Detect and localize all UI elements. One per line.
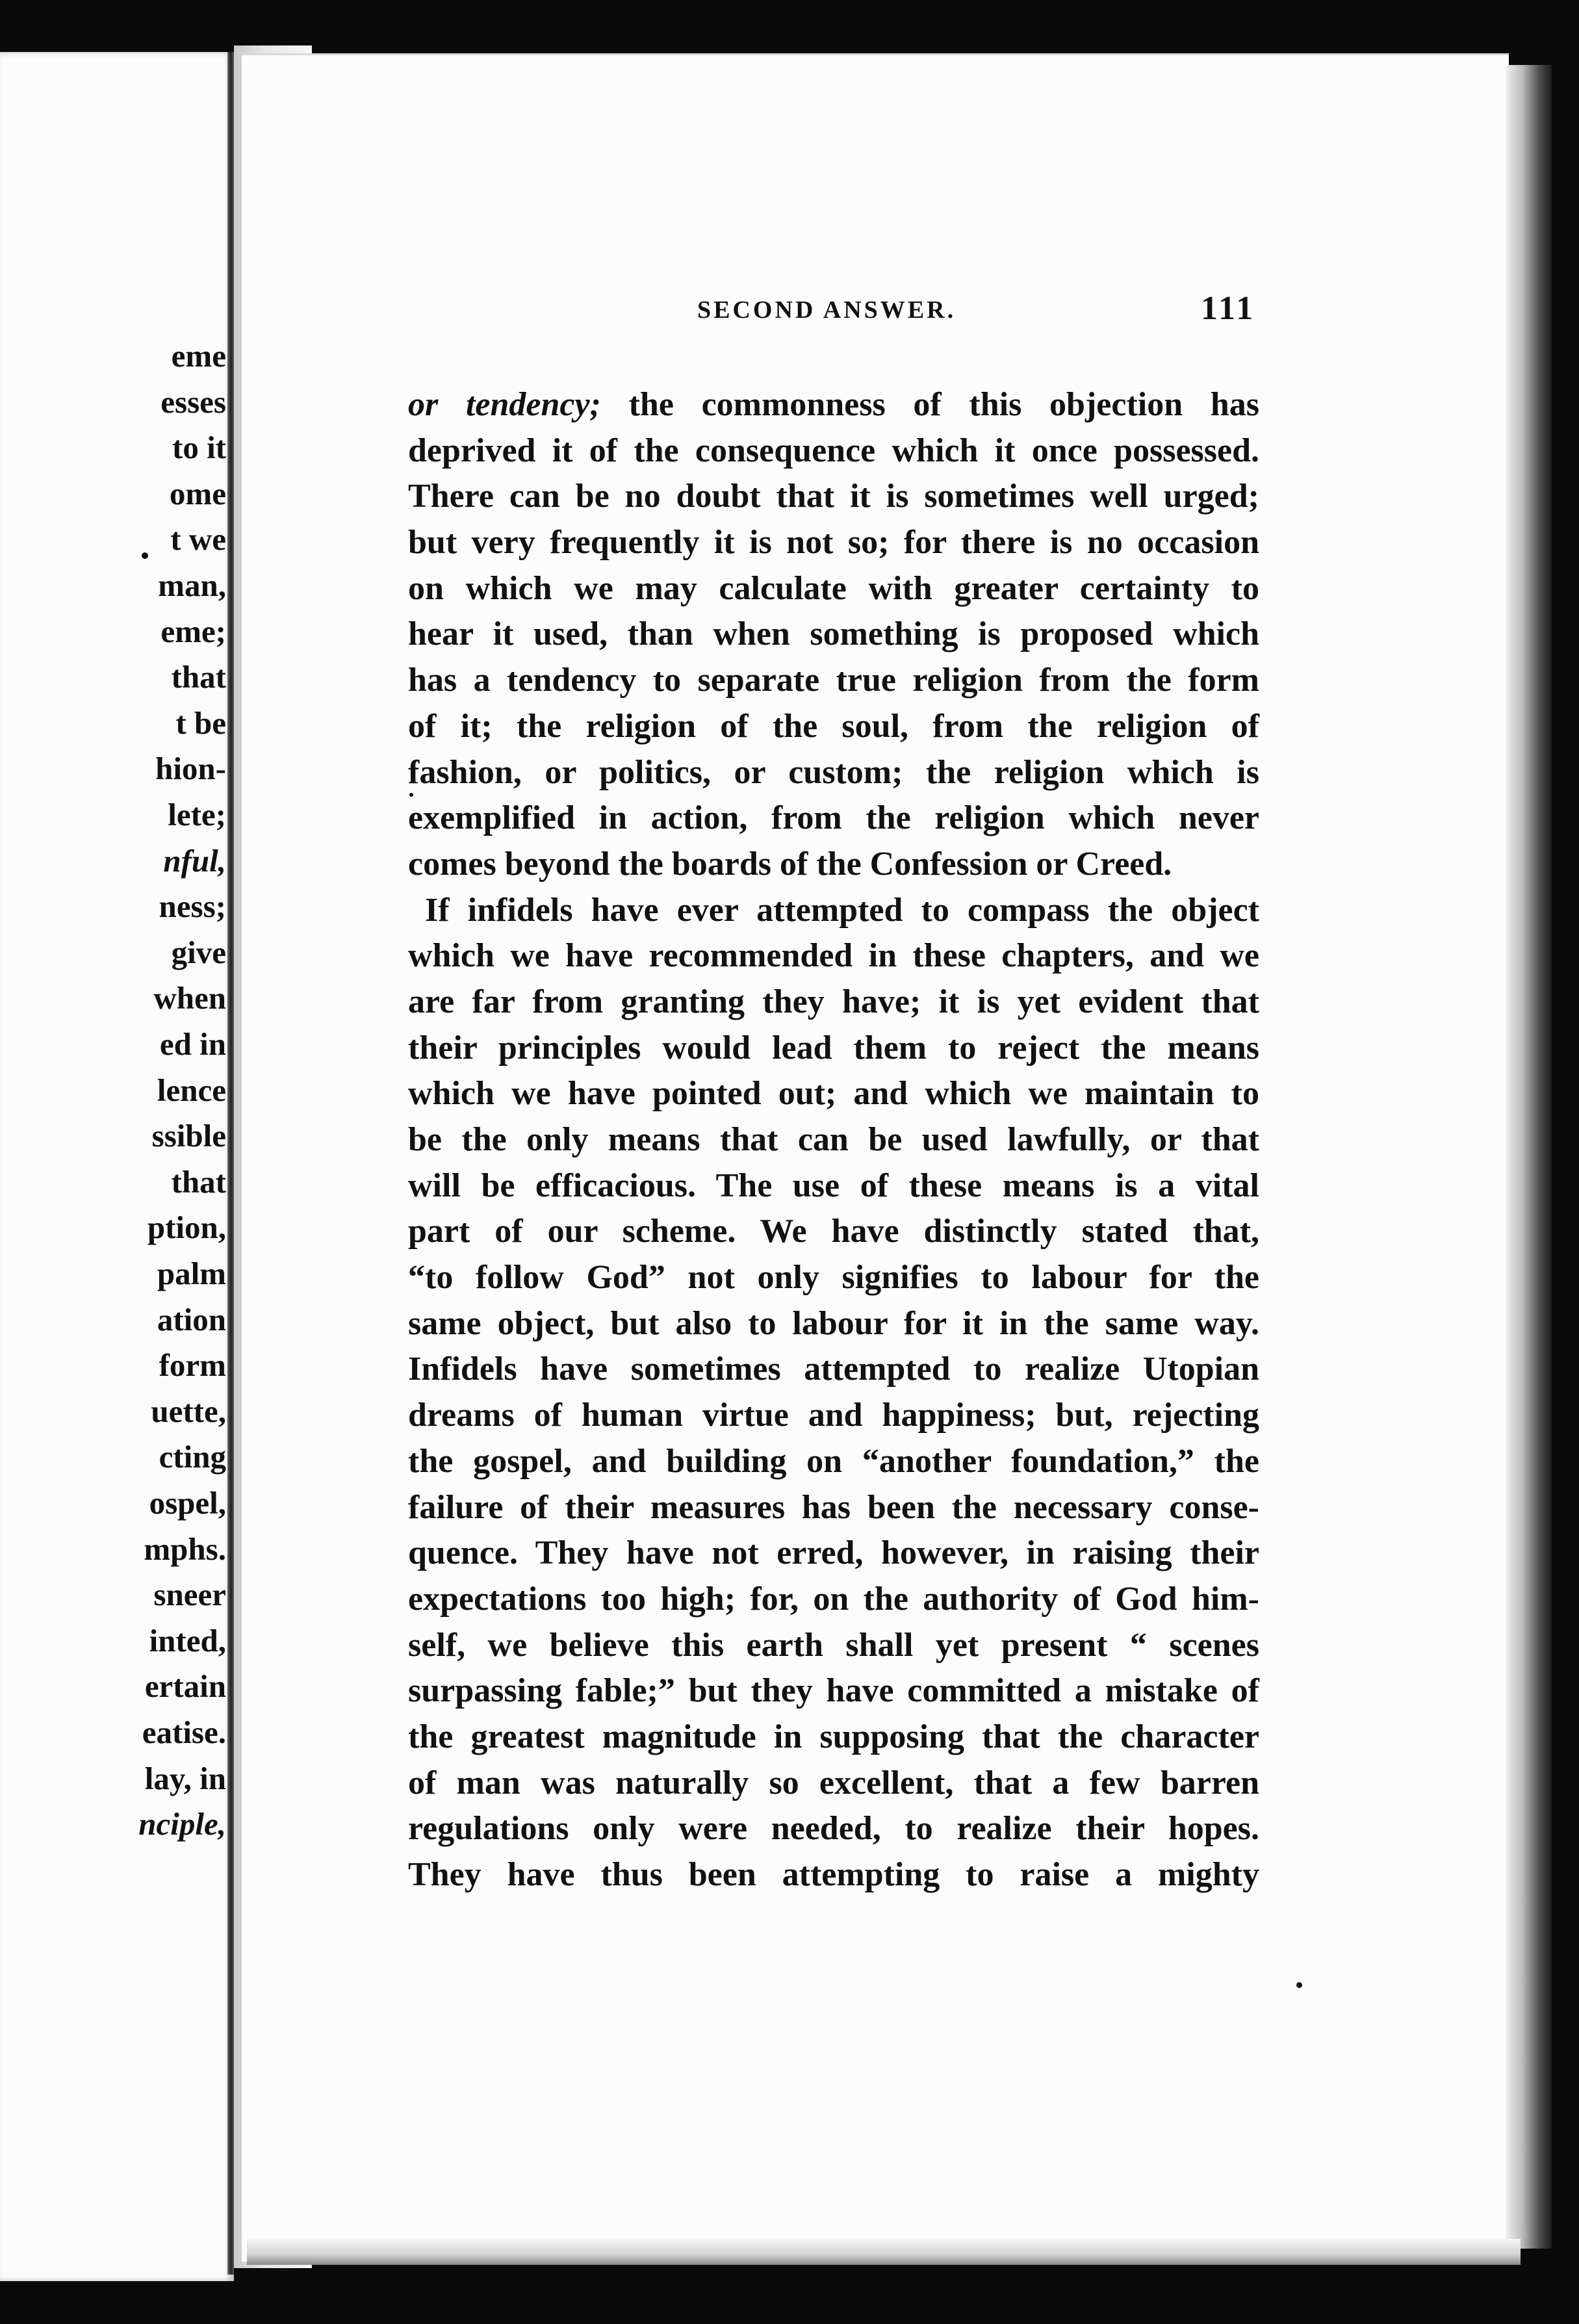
text-line: [408, 382, 1259, 428]
text-line: [408, 842, 1259, 888]
left-page-line: esses: [160, 383, 226, 420]
left-page-line: when: [153, 980, 226, 1016]
text-line: [408, 566, 1259, 612]
line-text: the gospel, and building on “another foundation,” the: [408, 1442, 1259, 1480]
line-text: the commonness of this objection has: [600, 386, 1259, 423]
text-line: [408, 612, 1259, 658]
text-line: [408, 658, 1259, 704]
line-text: their principles would lead them to reject the means: [408, 1029, 1259, 1066]
left-page-line: ertain: [144, 1668, 226, 1705]
left-page-line: that: [171, 1163, 226, 1200]
text-line: [408, 1439, 1259, 1485]
text-line: [408, 979, 1259, 1026]
line-text: expectations too high; for, on the authority of God him-: [408, 1580, 1259, 1618]
line-text: “to follow God” not only signifies to labour for the: [408, 1259, 1259, 1297]
line-text: the greatest magnitude in supposing that the character: [408, 1718, 1259, 1755]
page-number: 111: [1201, 290, 1256, 327]
line-text: There can be no doubt that it is sometimes well urged;: [408, 478, 1259, 515]
text-line: [408, 1117, 1259, 1163]
line-text: regulations only were needed, to realize their hopes.: [408, 1810, 1259, 1848]
text-line: [408, 1577, 1259, 1623]
line-text: quence. They have not erred, however, in raising their: [408, 1534, 1259, 1572]
left-page-line: lay, in: [144, 1760, 226, 1796]
line-text: on which we may calculate with greater certainty to: [408, 569, 1259, 607]
line-text: of man was naturally so excellent, that a few barren: [408, 1764, 1259, 1801]
left-page-line: inted,: [149, 1622, 226, 1659]
ink-speck: [142, 552, 148, 559]
text-line: [408, 474, 1259, 520]
left-page-line: t be: [175, 704, 226, 741]
left-page-line: sneer: [153, 1577, 226, 1613]
line-text: Infidels have sometimes attempted to realize Utopian: [408, 1350, 1259, 1388]
left-page-edge: [227, 52, 234, 2275]
text-line: [408, 1852, 1259, 1898]
bottom-page-edge: [247, 2239, 1521, 2265]
text-line: [408, 428, 1259, 474]
left-page-line: eme: [171, 338, 226, 374]
left-page-line: nciple,: [138, 1806, 226, 1842]
text-line: [408, 1347, 1259, 1393]
left-page-line: ssible: [151, 1118, 226, 1154]
left-page-line: ption,: [147, 1209, 226, 1246]
left-page-line: mphs.: [144, 1530, 226, 1567]
right-page-edge: [1506, 65, 1552, 2249]
text-line: [408, 1714, 1259, 1761]
left-page-line: form: [159, 1347, 226, 1384]
left-page-line: ome: [169, 475, 226, 511]
left-page-line: cting: [159, 1439, 226, 1475]
left-page-line: man,: [158, 567, 226, 603]
text-line: [408, 1255, 1259, 1301]
text-line: [408, 1163, 1259, 1209]
line-text: exemplified in action, from the religion which never: [408, 799, 1259, 837]
italic-phrase: or tendency;: [408, 386, 601, 423]
body-text: [408, 382, 1259, 1898]
running-head: SECOND ANSWER.: [697, 296, 956, 324]
text-line: [408, 1071, 1259, 1117]
text-line: [408, 520, 1259, 566]
left-page-line: that: [171, 659, 226, 695]
text-line: [408, 1806, 1259, 1852]
ink-speck: [1296, 1982, 1302, 1988]
left-page-line: eme;: [160, 613, 226, 649]
left-page-line: nful,: [163, 842, 226, 879]
left-page-line: lence: [157, 1072, 226, 1108]
text-line: [408, 933, 1259, 979]
left-page-fragment: [0, 52, 234, 2281]
line-text: fashion, or politics, or custom; the religion which is: [408, 753, 1259, 791]
line-text: which we have recommended in these chapters, and we: [408, 937, 1259, 975]
line-text: They have thus been attempting to raise a mighty: [408, 1856, 1259, 1893]
line-text: be the only means that can be used lawfully, or that: [408, 1121, 1259, 1158]
text-line: [408, 1668, 1259, 1714]
line-text: but very frequently it is not so; for there is no occasion: [408, 524, 1259, 562]
left-page-line: t we: [170, 521, 226, 558]
line-text: which we have pointed out; and which we maintain to: [408, 1075, 1259, 1113]
line-text: hear it used, than when something is proposed which: [408, 615, 1259, 653]
line-text: dreams of human virtue and happiness; but, rejecting: [408, 1397, 1259, 1434]
ink-speck: [409, 793, 413, 797]
line-text: are far from granting they have; it is yet evident that: [408, 983, 1259, 1020]
text-line: [408, 1026, 1259, 1072]
text-line: [408, 1761, 1259, 1807]
line-text: self, we believe this earth shall yet present “ scenes: [408, 1626, 1259, 1664]
text-line: [408, 750, 1259, 796]
left-page-line: ness;: [159, 888, 226, 925]
left-page-line: palm: [157, 1256, 226, 1291]
line-text: same object, but also to labour for it in the same way.: [408, 1304, 1259, 1342]
text-line: [408, 1301, 1259, 1347]
line-text: If infidels have ever attempted to compass the object: [425, 891, 1259, 929]
line-text: has a tendency to separate true religion from the form: [408, 662, 1259, 699]
left-page-line: ation: [157, 1301, 226, 1337]
left-page-line: to it: [172, 430, 226, 466]
left-page-line: ospel,: [149, 1485, 226, 1521]
line-text: will be efficacious. The use of these means is a vital: [408, 1167, 1259, 1204]
text-line: [408, 1393, 1259, 1439]
text-line: [408, 1485, 1259, 1531]
left-page-line: ed in: [159, 1026, 226, 1062]
left-page-line: hion-: [155, 751, 226, 787]
left-page-line: uette,: [151, 1393, 226, 1429]
text-line: [408, 1623, 1259, 1669]
line-text: deprived it of the consequence which it once possessed.: [408, 432, 1259, 469]
left-page-line: lete;: [168, 797, 226, 833]
line-text: comes beyond the boards of the Confession or Creed.: [408, 845, 1172, 883]
line-text: of it; the religion of the soul, from the religion of: [408, 707, 1259, 745]
text-line: [408, 888, 1259, 934]
left-page-line: eatise.: [142, 1714, 226, 1750]
line-text: surpassing fable;” but they have committed a mistake of: [408, 1672, 1259, 1710]
text-line: [408, 704, 1259, 750]
text-line: [408, 1530, 1259, 1577]
text-line: [408, 795, 1259, 842]
line-text: failure of their measures has been the necessary conse-: [408, 1488, 1259, 1526]
line-text: part of our scheme. We have distinctly stated that,: [408, 1213, 1259, 1250]
left-page-line: give: [171, 934, 226, 970]
text-line: [408, 1209, 1259, 1255]
